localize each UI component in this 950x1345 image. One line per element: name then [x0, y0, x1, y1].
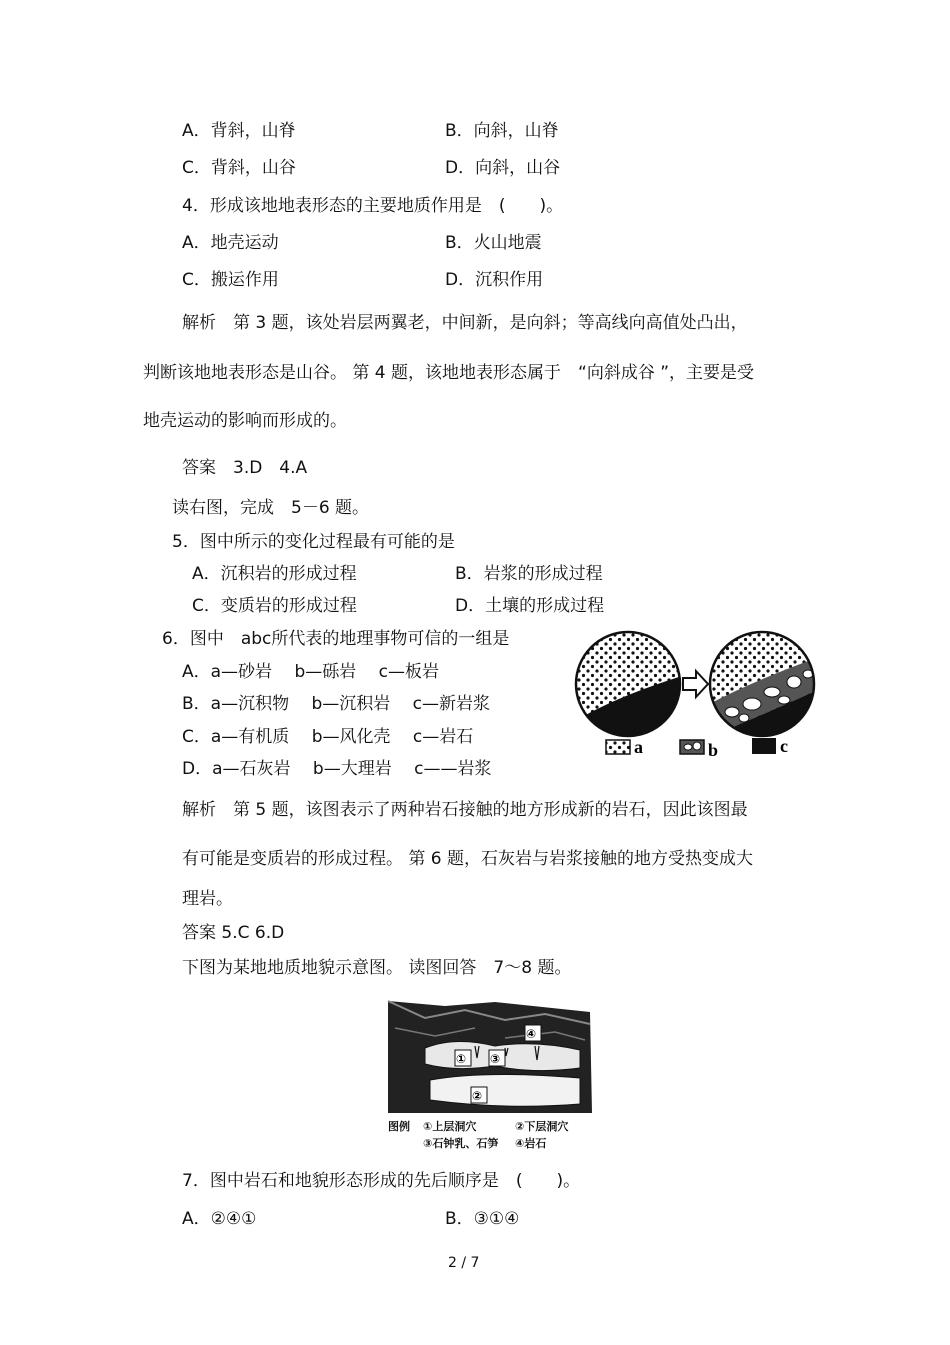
karst-landform-figure	[385, 998, 595, 1153]
q6-option-a: A．a—砂岩 b—砾岩 c—板岩	[182, 662, 439, 682]
q5-option-b: B．岩浆的形成过程	[455, 564, 603, 584]
q3-option-a: A．背斜，山脊	[182, 121, 296, 141]
legend-2: ②下层洞穴	[515, 1120, 569, 1133]
q4-option-d: D．沉积作用	[445, 270, 544, 290]
q3-option-c: C．背斜，山谷	[182, 158, 296, 178]
rock-transformation-figure	[572, 628, 822, 763]
marker-1: ①	[456, 1052, 467, 1066]
legend-3: ③石钟乳、石笋	[423, 1137, 499, 1150]
legend-1: ①上层洞穴	[423, 1120, 477, 1133]
intro-7-8: 下图为某地地质地貌示意图。 读图回答 7～8 题。	[182, 958, 572, 978]
q7-option-b: B．③①④	[445, 1209, 520, 1229]
marker-2: ②	[472, 1089, 483, 1103]
q4-option-b: B．火山地震	[445, 233, 542, 253]
q3-option-d: D．向斜，山谷	[445, 158, 561, 178]
q4-stem: 4．形成该地地表形态的主要地质作用是 ( )。	[182, 196, 564, 216]
analysis-3-4-line2: 判断该地地表形态是山谷。 第 4 题，该地地表形态属于 “向斜成谷 ”，主要是受	[143, 363, 755, 383]
answer-3-4: 答案 3.D 4.A	[182, 458, 308, 478]
q3-option-b: B．向斜，山脊	[445, 121, 559, 141]
marker-3: ③	[490, 1052, 501, 1066]
analysis-5-6-line1: 解析 第 5 题，该图表示了两种岩石接触的地方形成新的岩石，因此该图最	[182, 800, 748, 820]
page-number: 2 / 7	[448, 1255, 480, 1271]
legend-title: 图例	[388, 1120, 410, 1133]
marker-4: ④	[526, 1027, 537, 1041]
q6-option-c: C．a—有机质 b—风化壳 c—岩石	[182, 727, 474, 747]
q6-stem: 6．图中 abc所代表的地理事物可信的一组是	[162, 629, 510, 649]
q5-stem: 5．图中所示的变化过程最有可能的是	[172, 532, 455, 552]
q5-option-d: D．土壤的形成过程	[455, 596, 605, 616]
q6-option-d: D．a—石灰岩 b—大理岩 c——岩浆	[182, 759, 492, 779]
analysis-5-6-line3: 理岩。	[182, 889, 233, 909]
q4-option-a: A．地壳运动	[182, 233, 279, 253]
q5-option-a: A．沉积岩的形成过程	[192, 564, 357, 584]
analysis-5-6-line2: 有可能是变质岩的形成过程。 第 6 题，石灰岩与岩浆接触的地方受热变成大	[182, 849, 754, 869]
q7-stem: 7．图中岩石和地貌形态形成的先后顺序是 ( )。	[182, 1171, 581, 1191]
q4-option-c: C．搬运作用	[182, 270, 279, 290]
q6-option-b: B．a—沉积物 b—沉积岩 c—新岩浆	[182, 694, 491, 714]
legend-a-label: a	[634, 737, 643, 757]
legend-c-label: c	[780, 736, 788, 756]
intro-5-6: 读右图，完成 5－6 题。	[172, 498, 370, 518]
analysis-3-4-line1: 解析 第 3 题，该处岩层两翼老，中间新，是向斜；等高线向高值处凸出，	[182, 313, 748, 333]
legend-4: ④岩石	[515, 1137, 547, 1150]
q7-option-a: A．②④①	[182, 1209, 257, 1229]
q5-option-c: C．变质岩的形成过程	[192, 596, 357, 616]
legend-b-label: b	[708, 740, 719, 760]
analysis-3-4-line3: 地壳运动的影响而形成的。	[143, 411, 347, 431]
answer-5-6: 答案 5.C 6.D	[182, 923, 285, 943]
